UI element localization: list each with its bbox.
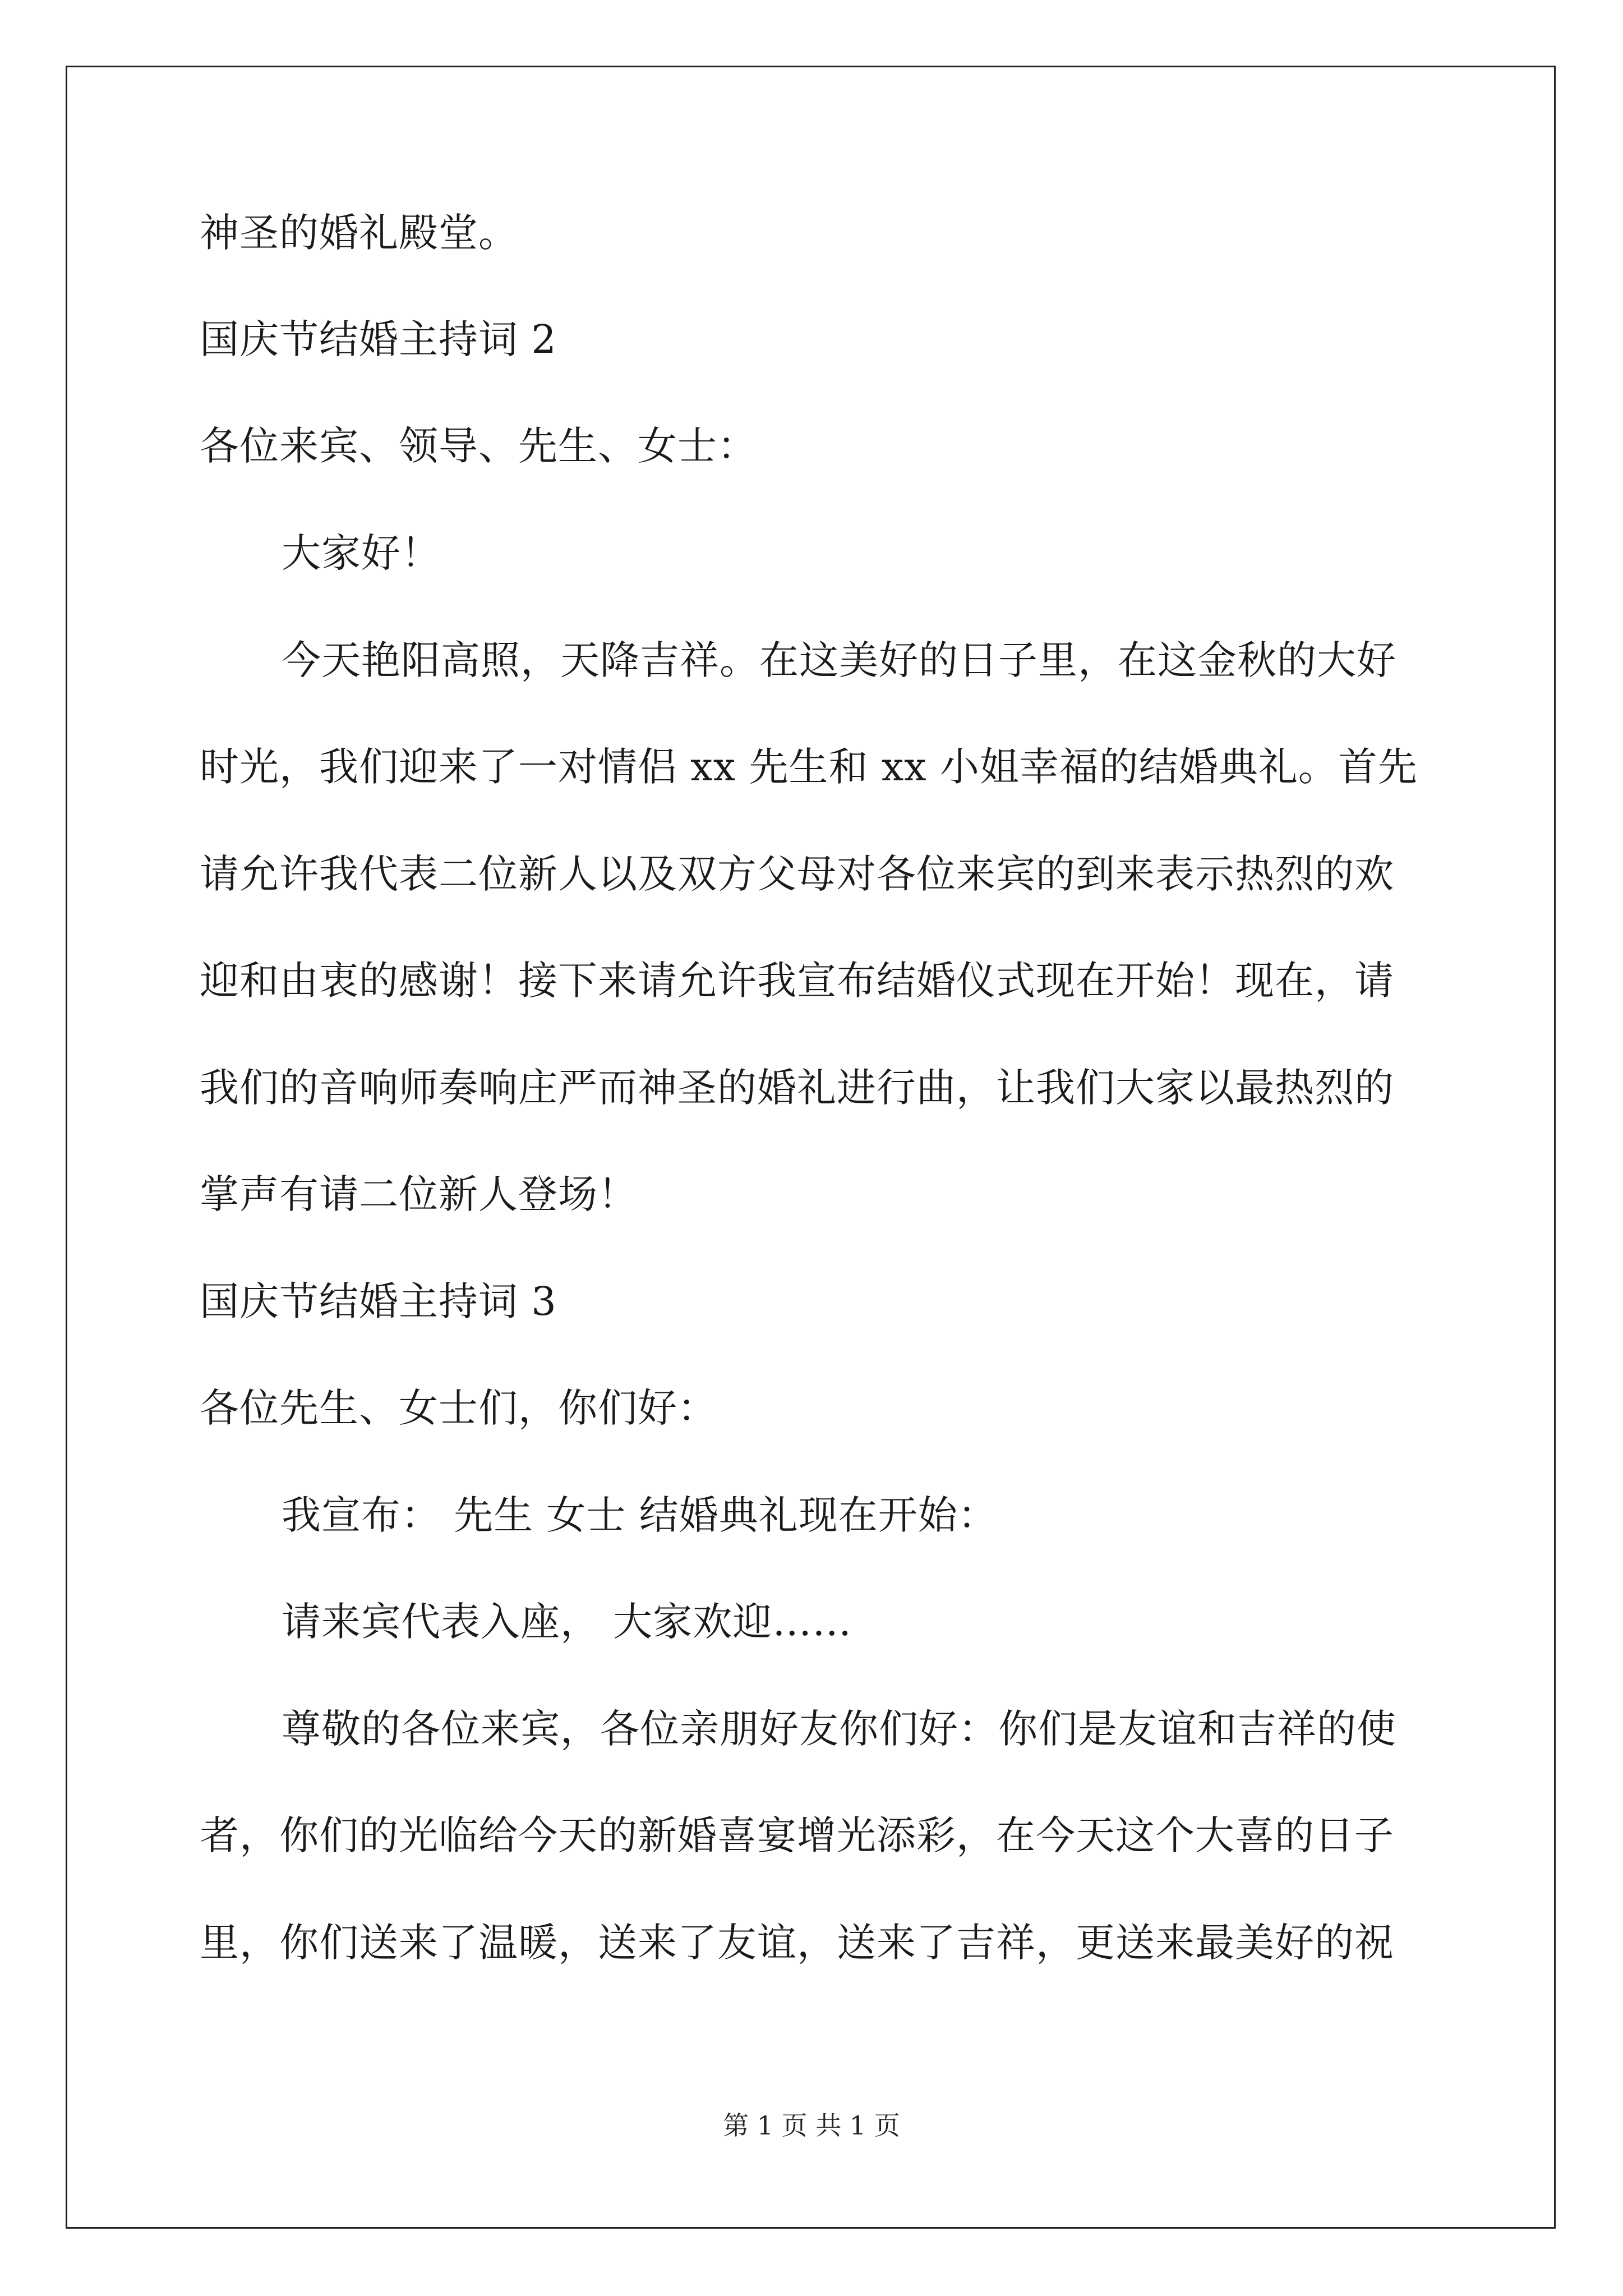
paragraph-line: 时光，我们迎来了一对情侣 xx 先生和 xx 小姐幸福的结婚典礼。首先 — [200, 744, 1418, 790]
paragraph-line: 我们的音响师奏响庄严而神圣的婚礼进行曲，让我们大家以最热烈的 — [200, 1065, 1394, 1111]
paragraph-line: 尊敬的各位来宾，各位亲朋好友你们好：你们是友谊和吉祥的使 — [282, 1706, 1396, 1752]
paragraph-line: 今天艳阳高照，天降吉祥。在这美好的日子里，在这金秋的大好 — [282, 637, 1396, 683]
section-heading: 国庆节结婚主持词 3 — [200, 1278, 557, 1324]
paragraph-line: 者，你们的光临给今天的新婚喜宴增光添彩，在今天这个大喜的日子 — [200, 1812, 1394, 1858]
paragraph-line: 请允许我代表二位新人以及双方父母对各位来宾的到来表示热烈的欢 — [200, 851, 1394, 897]
paragraph-line: 掌声有请二位新人登场！ — [200, 1171, 638, 1217]
paragraph-line: 里，你们送来了温暖，送来了友谊，送来了吉祥，更送来最美好的祝 — [200, 1920, 1394, 1966]
paragraph-line: 迎和由衷的感谢！接下来请允许我宣布结婚仪式现在开始！现在，请 — [200, 958, 1394, 1004]
text-line: 我宣布： 先生 女士 结婚典礼现在开始： — [282, 1492, 998, 1538]
text-line: 大家好！ — [282, 530, 441, 576]
text-line: 各位先生、女士们，你们好： — [200, 1385, 717, 1431]
text-line: 请来宾代表入座， 大家欢迎…… — [282, 1599, 852, 1645]
section-heading: 国庆节结婚主持词 2 — [200, 316, 557, 362]
page-footer: 第 1 页 共 1 页 — [723, 2110, 900, 2141]
text-line: 各位来宾、领导、先生、女士： — [200, 423, 757, 469]
page-border — [66, 66, 1556, 2229]
text-line: 神圣的婚礼殿堂。 — [200, 210, 518, 256]
